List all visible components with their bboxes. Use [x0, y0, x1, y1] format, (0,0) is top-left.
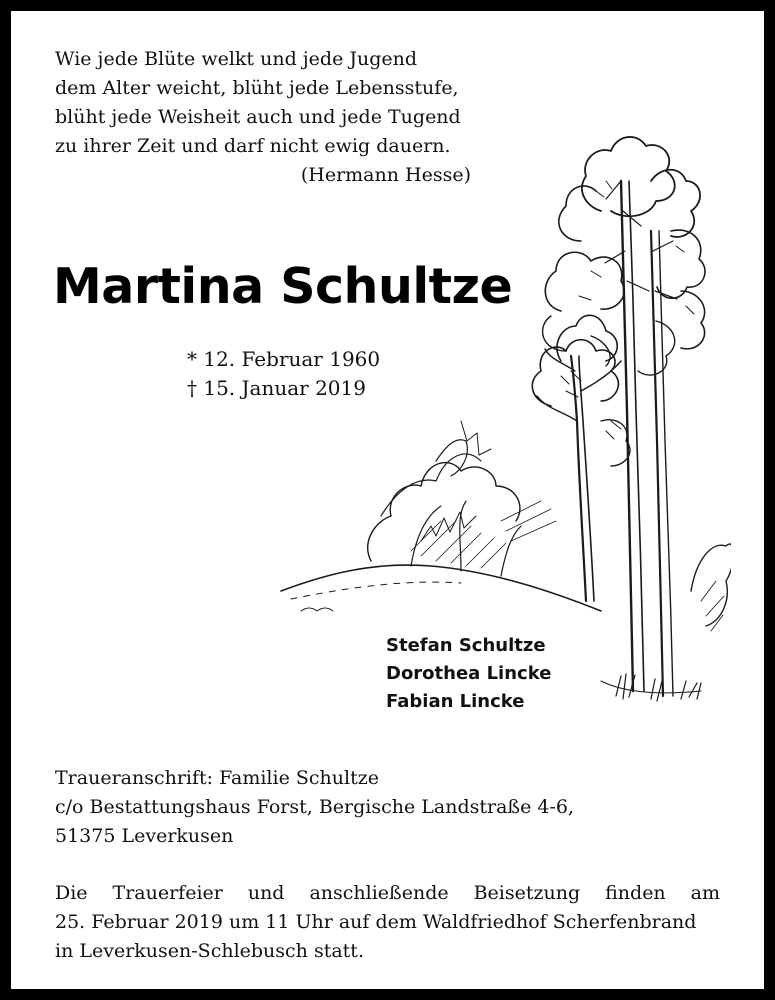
mourner-name: Fabian Lincke	[386, 691, 525, 712]
notice-line: Die Trauerfeier und anschließende Beisetzung finden am	[55, 882, 720, 904]
poem-line: dem Alter weicht, blüht jede Lebensstufe,	[55, 77, 459, 99]
mourning-address	[55, 764, 574, 851]
notice-line: 25. Februar 2019 um 11 Uhr auf dem Waldfriedhof Scherfenbrand	[55, 911, 697, 933]
address-line: 51375 Leverkusen	[55, 825, 234, 847]
deceased-name: Martina Schultze	[53, 258, 513, 315]
funeral-notice	[55, 879, 720, 966]
poem-line: blüht jede Weisheit auch und jede Tugend	[55, 106, 461, 128]
birth-date: * 12. Februar 1960	[187, 347, 381, 371]
tree-landscape-sketch-icon	[261, 121, 731, 711]
mourners-list	[386, 632, 551, 716]
address-line: Traueranschrift: Familie Schultze	[55, 767, 379, 789]
poem-line: zu ihrer Zeit und darf nicht ewig dauern.	[55, 135, 451, 157]
poem-author: (Hermann Hesse)	[300, 164, 471, 186]
mourner-name: Dorothea Lincke	[386, 663, 552, 684]
notice-line: in Leverkusen-Schlebusch statt.	[55, 940, 364, 962]
poem-line: Wie jede Blüte welkt und jede Jugend	[55, 48, 418, 70]
mourner-name: Stefan Schultze	[386, 635, 546, 656]
death-date: † 15. Januar 2019	[187, 376, 366, 400]
life-dates	[187, 345, 380, 403]
address-line: c/o Bestattungshaus Forst, Bergische Landstraße 4-6,	[55, 796, 575, 818]
